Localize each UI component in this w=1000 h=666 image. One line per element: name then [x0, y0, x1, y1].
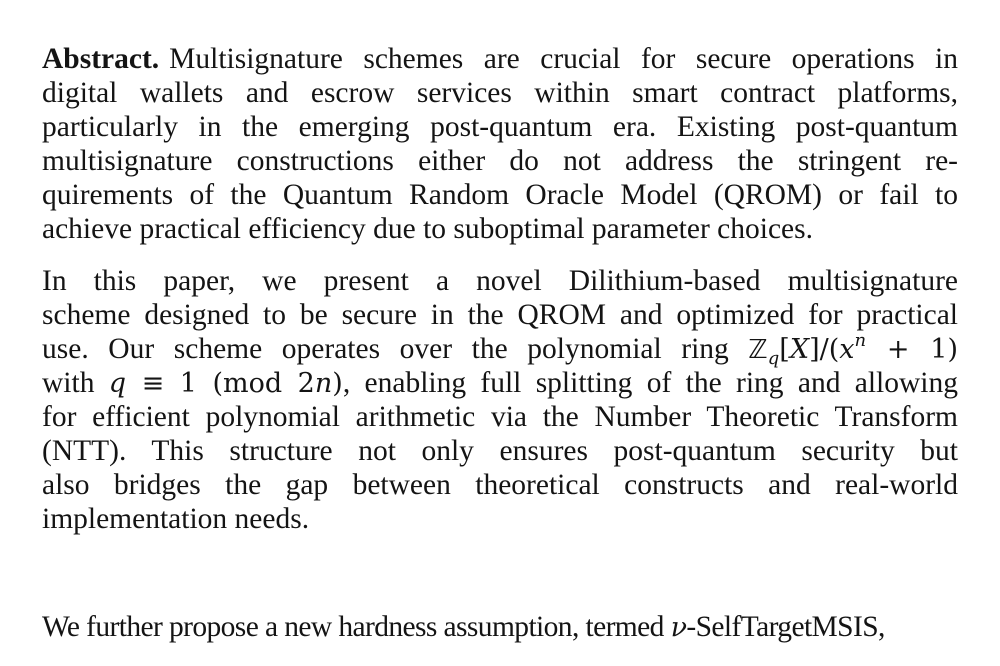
- math-symbol: ]/(: [809, 334, 840, 365]
- text-line: multisignature constructions either do not address the stringent re-: [42, 145, 958, 177]
- abstract-label: Abstract.: [42, 43, 160, 75]
- text-line: for efficient polynomial arithmetic via the Number Theoretic Transform: [42, 401, 958, 433]
- abstract-paragraph-3: [42, 610, 958, 645]
- line-text: Multisignature schemes are crucial for secure operations in: [169, 43, 958, 75]
- math-symbol: [: [779, 334, 790, 365]
- text-line: implementation needs.: [42, 503, 310, 535]
- text-line: [42, 42, 958, 76]
- math-symbol: ≡ 1 (mod 2: [126, 368, 315, 399]
- math-symbol: X: [789, 334, 810, 365]
- text-line: [42, 366, 958, 400]
- line-text: use. Our scheme operates over the polynomial ring: [42, 333, 729, 365]
- line-text: We further propose a new hardness assumption, termed: [42, 610, 671, 643]
- text-line: quirements of the Quantum Random Oracle Model (QROM) or fail to: [42, 179, 958, 211]
- text-line: [42, 330, 959, 369]
- text-line: digital wallets and escrow services within smart contract platforms,: [42, 77, 958, 109]
- text-line: (NTT). This structure not only ensures post-quantum security but: [42, 435, 958, 467]
- congruence-formula: [109, 368, 343, 399]
- math-symbol: x: [839, 334, 855, 365]
- nu-symbol: ν: [670, 611, 687, 643]
- math-symbol: q: [767, 348, 780, 369]
- line-text: with: [42, 367, 95, 399]
- math-symbol: ℤ: [748, 335, 768, 365]
- text-line: scheme designed to be secure in the QROM and optimized for practical: [42, 299, 958, 331]
- math-symbol: n: [854, 330, 867, 351]
- math-symbol: n: [314, 368, 333, 399]
- line-text: -SelfTargetMSIS,: [686, 610, 885, 643]
- abstract-paragraph-2: [42, 264, 958, 536]
- math-symbol: q: [108, 368, 127, 399]
- abstract-page: [42, 42, 959, 643]
- text-line: particularly in the emerging post-quantum era. Existing post-quantum: [42, 111, 958, 143]
- text-line: achieve practical efficiency due to suboptimal parameter choices.: [42, 213, 814, 245]
- math-symbol: + 1): [866, 334, 959, 365]
- abstract-paragraph-1: [42, 42, 958, 246]
- text-line: also bridges the gap between theoretical constructs and real-world: [42, 469, 958, 501]
- math-symbol: ): [332, 368, 343, 399]
- line-text: , enabling full splitting of the ring and allowing: [342, 367, 959, 399]
- polynomial-ring-formula: [748, 330, 959, 369]
- text-line: In this paper, we present a novel Dilithium-based multisignature: [42, 265, 958, 297]
